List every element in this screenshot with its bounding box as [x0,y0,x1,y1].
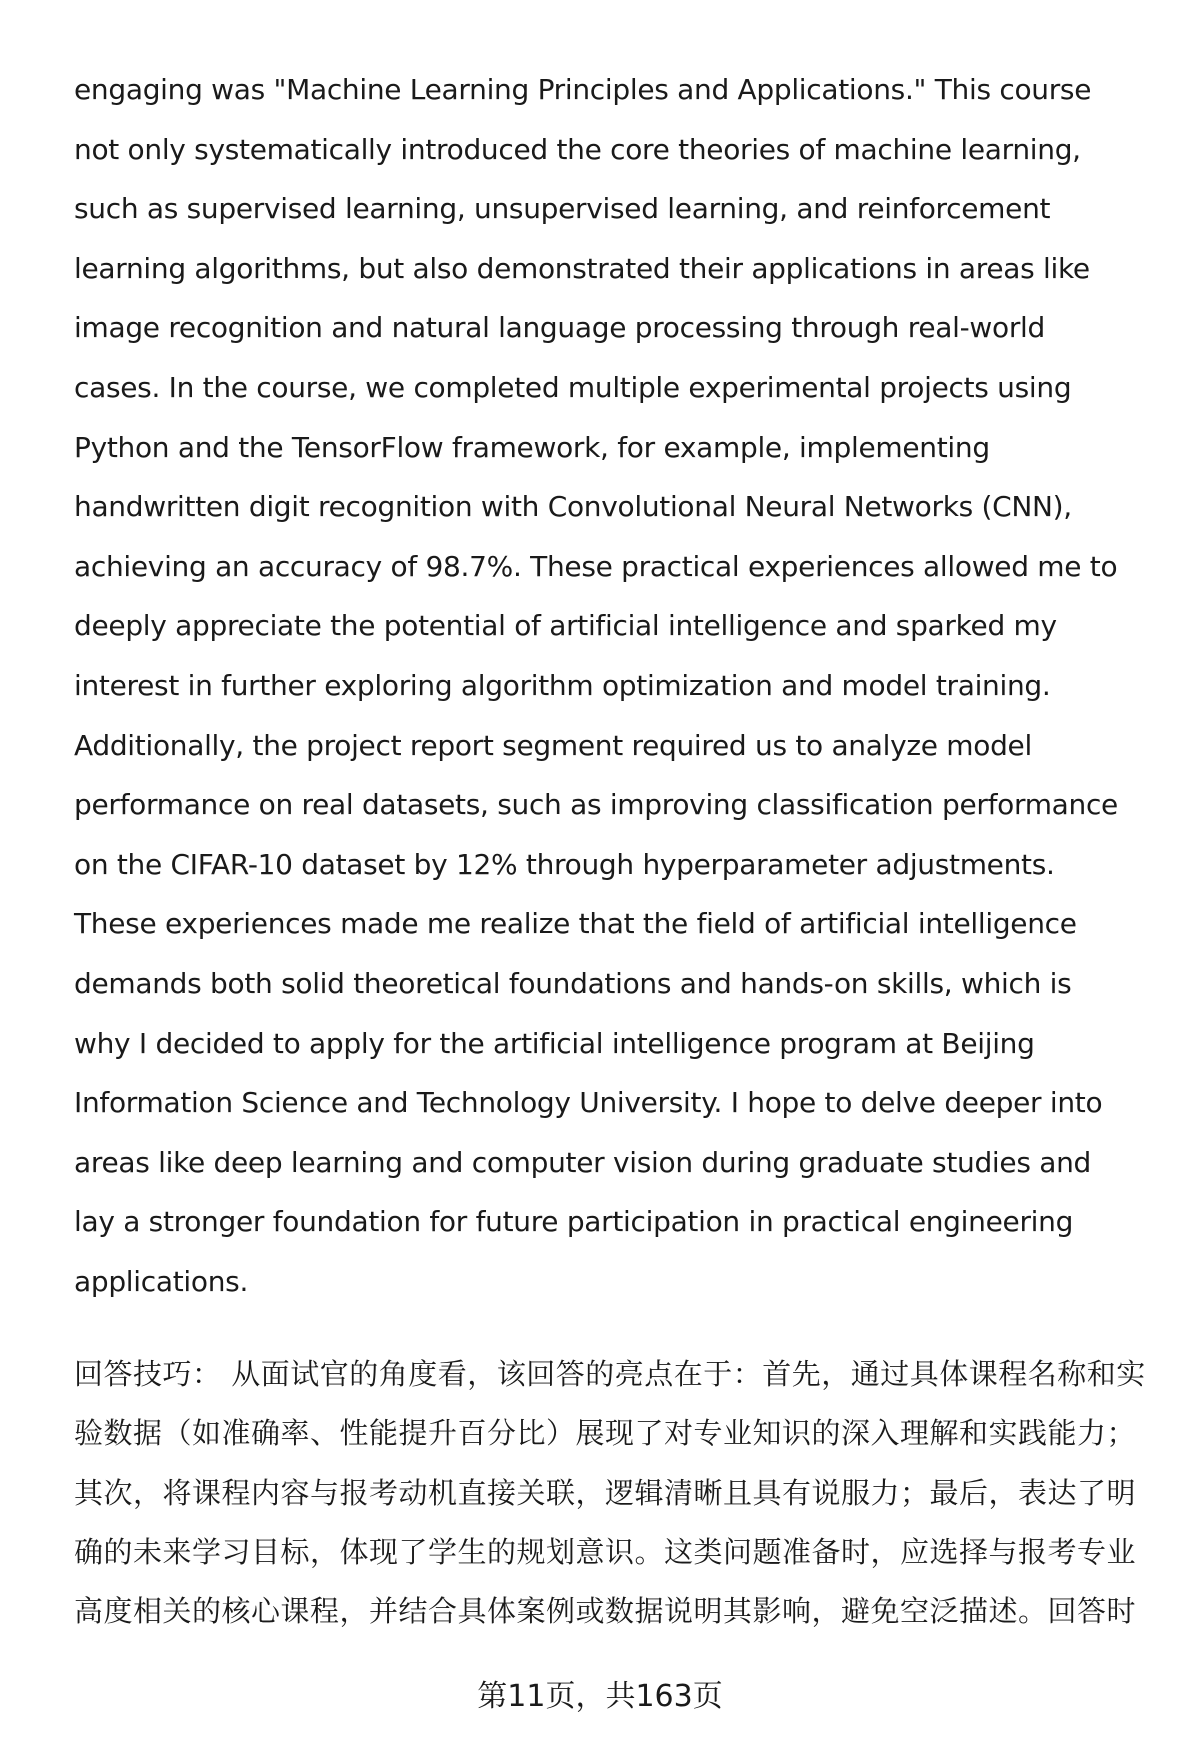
body-line: deeply appreciate the potential of artificial intelligence and sparked my [74,609,1057,643]
body-line: Information Science and Technology University. I hope to delve deeper into [74,1086,1103,1120]
tips-line: 回答技巧： 从面试官的角度看，该回答的亮点在于：首先，通过具体课程名称和实 [74,1357,1146,1391]
tips-line: 确的未来学习目标，体现了学生的规划意识。这类问题准备时，应选择与报考专业 [74,1534,1137,1569]
page-number: 第11页，共163页 [477,1679,723,1714]
body-line: on the CIFAR-10 dataset by 12% through hyperparameter adjustments. [74,847,1055,881]
body-line: lay a stronger foundation for future participation in practical engineering [74,1205,1074,1239]
body-line: interest in further exploring algorithm optimization and model training. [74,668,1051,702]
body-line: not only systematically introduced the core theories of machine learning, [74,132,1081,166]
tips-line: 高度相关的核心课程，并结合具体案例或数据说明其影响，避免空泛描述。回答时 [74,1594,1137,1629]
body-line: Additionally, the project report segment required us to analyze model [74,728,1032,762]
answer-tips [74,1352,1146,1648]
body-line: handwritten digit recognition with Convolutional Neural Networks (CNN), [74,490,1072,524]
body-line: cases. In the course, we completed multiple experimental projects using [74,370,1072,404]
body-line: demands both solid theoretical foundations and hands-on skills, which is [74,966,1072,1000]
body-line: such as supervised learning, unsupervised learning, and reinforcement [74,192,1051,226]
body-line: These experiences made me realize that the field of artificial intelligence [74,907,1077,941]
body-line: engaging was "Machine Learning Principles and Applications." This course [74,73,1092,106]
body-line: Python and the TensorFlow framework, for example, implementing [74,430,990,464]
body-line: achieving an accuracy of 98.7%. These practical experiences allowed me to [74,549,1118,583]
tips-line: 验数据（如准确率、性能提升百分比）展现了对专业知识的深入理解和实践能力； [74,1416,1137,1451]
body-line: areas like deep learning and computer vision during graduate studies and [74,1145,1091,1179]
body-line: why I decided to apply for the artificial intelligence program at Beijing [74,1026,1035,1060]
body-line: learning algorithms, but also demonstrated their applications in areas like [74,251,1090,285]
answer-body [74,68,1118,1319]
tips-line: 其次，将课程内容与报考动机直接关联，逻辑清晰且具有说服力；最后，表达了明 [74,1475,1137,1510]
body-line: performance on real datasets, such as improving classification performance [74,788,1118,822]
body-line: applications. [74,1264,249,1298]
body-line: image recognition and natural language processing through real-world [74,311,1045,345]
